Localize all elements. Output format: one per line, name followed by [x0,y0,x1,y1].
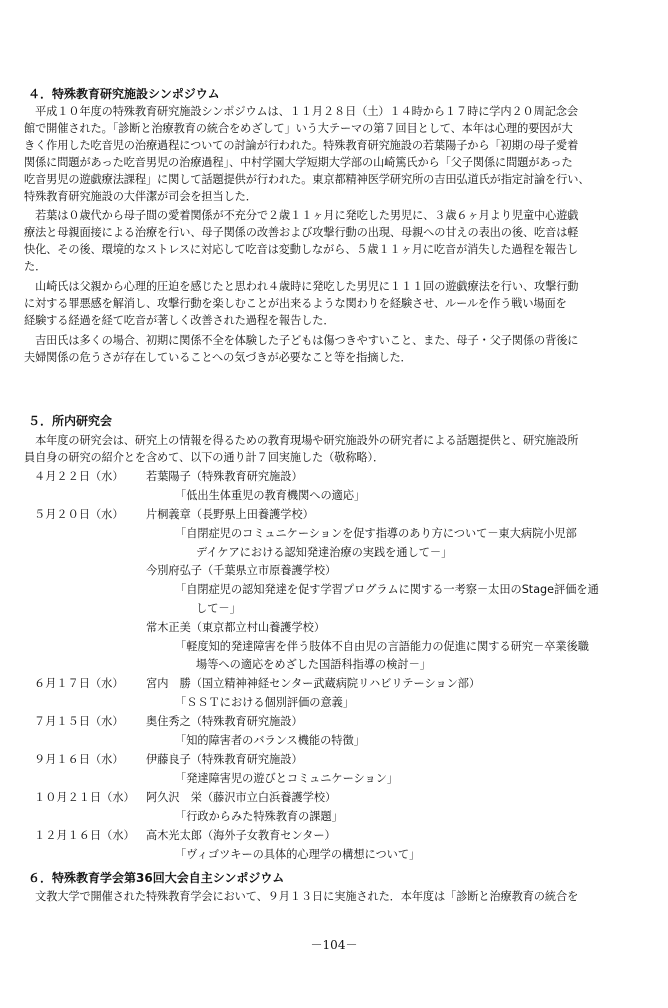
paragraph-line: 吃音男児の遊戯療法課程」に関して話題提供が行われた。東京都精神医学研究所の吉田弘道氏が指定討論を行い、 [24,173,590,186]
entry-title: 「軽度知的発達障害を伴う肢体不自由児の言語能力の促進に関する研究－卒業後職 [175,640,589,653]
section-4-heading: ４．特殊教育研究施設シンポジウム [28,87,220,101]
entry-date: １２月１６日（水） [34,829,135,842]
intro-line: 員自身の研究の紹介とを含めて、以下の通り計７回実施した（敬称略）． [24,451,385,464]
entry-title: して－」 [196,602,241,615]
entry-title: 「発達障害児の遊びとコミュニケーション」 [175,772,399,785]
entry-presenter: 奥住秀之（特殊教育研究施設） [146,715,303,728]
entry-title: 「自閉症児のコミュニケーションを促す指導のあり方について－東大病院小児部 [175,527,577,540]
paragraph-line: 若葉は０歳代から母子間の愛着関係が不充分で２歳１１ヶ月に発吃した男児に、３歳６ヶ月より児童中心遊戯 [24,209,579,222]
entry-presenter: 阿久沢 栄（藤沢市立白浜養護学校） [146,791,337,804]
entry-presenter: 宮内 勝（国立精神神経センター武蔵病院リハビリテーション部） [146,677,481,690]
entry-presenter: 片桐義章（長野県上田養護学校） [146,508,314,521]
entry-title: 「低出生体重児の教育機関への適応」 [175,489,366,502]
paragraph-line: た． [24,260,47,273]
entry-date: ５月２０日（水） [34,508,124,521]
entry-presenter: 常木正美（東京都立村山養護学校） [146,621,326,634]
paragraph-line: 関係に問題があった吃音男児の治療過程」、中村学園大学短期大学部の山崎篤氏から「父子関係に問題があった [24,156,573,169]
entry-date: ９月１６日（水） [34,753,124,766]
paragraph-line: 文教大学で開催された特殊教育学会において、９月１３日に実施された．本年度は「診断と治療教育の統合を [24,890,579,903]
section-6-heading: ６．特殊教育学会第36回大会自主シンポジウム [28,871,285,885]
entry-title: 場等への適応をめざした国語科指導の検討－」 [196,658,431,671]
section-5-heading: ５．所内研究会 [28,414,113,428]
paragraph-line: 特殊教育研究施設の大伴潔が司会を担当した． [24,190,257,203]
entry-date: １０月２１日（水） [34,791,135,804]
intro-line: 本年度の研究会は、研究上の情報を得るための教育現場や研究施設外の研究者による話題提供と、研究施設所 [24,434,579,447]
paragraph-line: 山崎氏は父親から心理的圧迫を感じたと思われ４歳時に発吃した男児に１１１回の遊戯療法を行い、攻撃行動 [24,280,579,293]
entry-presenter: 伊藤良子（特殊教育研究施設） [146,753,303,766]
page-number: －104－ [310,938,358,952]
entry-title: 「ヴィゴツキーの具体的心理学の構想について」 [175,848,421,861]
paragraph-line: 療法と母親面接による治療を行い、母子関係の改善および攻撃行動の出現、母親への甘えの表出の後、吃音は軽 [24,226,579,239]
entry-date: ４月２２日（水） [34,470,124,483]
paragraph-line: きく作用した吃音児の治療過程についての討論が行われた。特殊教育研究施設の若葉陽子から「初期の母子愛着 [24,139,579,152]
entry-date: ７月１５日（水） [34,715,124,728]
paragraph-line: 夫婦関係の危うさが存在していることへの気づきが必要なこと等を指摘した． [24,351,412,364]
entry-presenter: 今別府弘子（千葉県立市原養護学校） [146,564,337,577]
entry-title: 「自閉症児の認知発達を促す学習プログラムに関する一考察－太田のStage評価を通 [175,583,599,596]
entry-presenter: 若葉陽子（特殊教育研究施設） [146,470,303,483]
paragraph-line: 平成１０年度の特殊教育研究施設シンポジウムは、１１月２８日（土）１４時から１７時に学内２０周記念会 [24,105,578,118]
paragraph-line: 館で開催された。「診断と治療教育の統合をめざして」いう大テーマの第７回目として、本年は心理的要因が大 [24,122,573,135]
paragraph-line: 吉田氏は多くの場合、初期に関係不全を体験した子どもは傷つきやすいこと、また、母子・父子関係の背後に [24,334,579,347]
entry-date: ６月１７日（水） [34,677,124,690]
entry-title: 「行政からみた特殊教育の課題」 [175,810,343,823]
entry-title: デイケアにおける認知発達治療の実践を通して－」 [196,546,453,559]
paragraph-line: に対する罪悪感を解消し、攻撃行動を楽しむことが出来るような関わりを経験させ、ルールを作う戦い場面を [24,297,567,310]
paragraph-line: 快化、その後、環境的なストレスに対応して吃音は変動しながら、５歳１１ヶ月に吃音が消失した過程を報告し [24,243,579,256]
paragraph-line: 経験する経過を経て吃音が著しく改善された過程を報告した． [24,314,335,327]
entry-title: 「ＳＳＴにおける個別評価の意義」 [175,696,355,709]
entry-title: 「知的障害者のバランス機能の特徴」 [175,734,365,747]
entry-presenter: 高木光太郎（海外子女教育センター） [146,829,336,842]
